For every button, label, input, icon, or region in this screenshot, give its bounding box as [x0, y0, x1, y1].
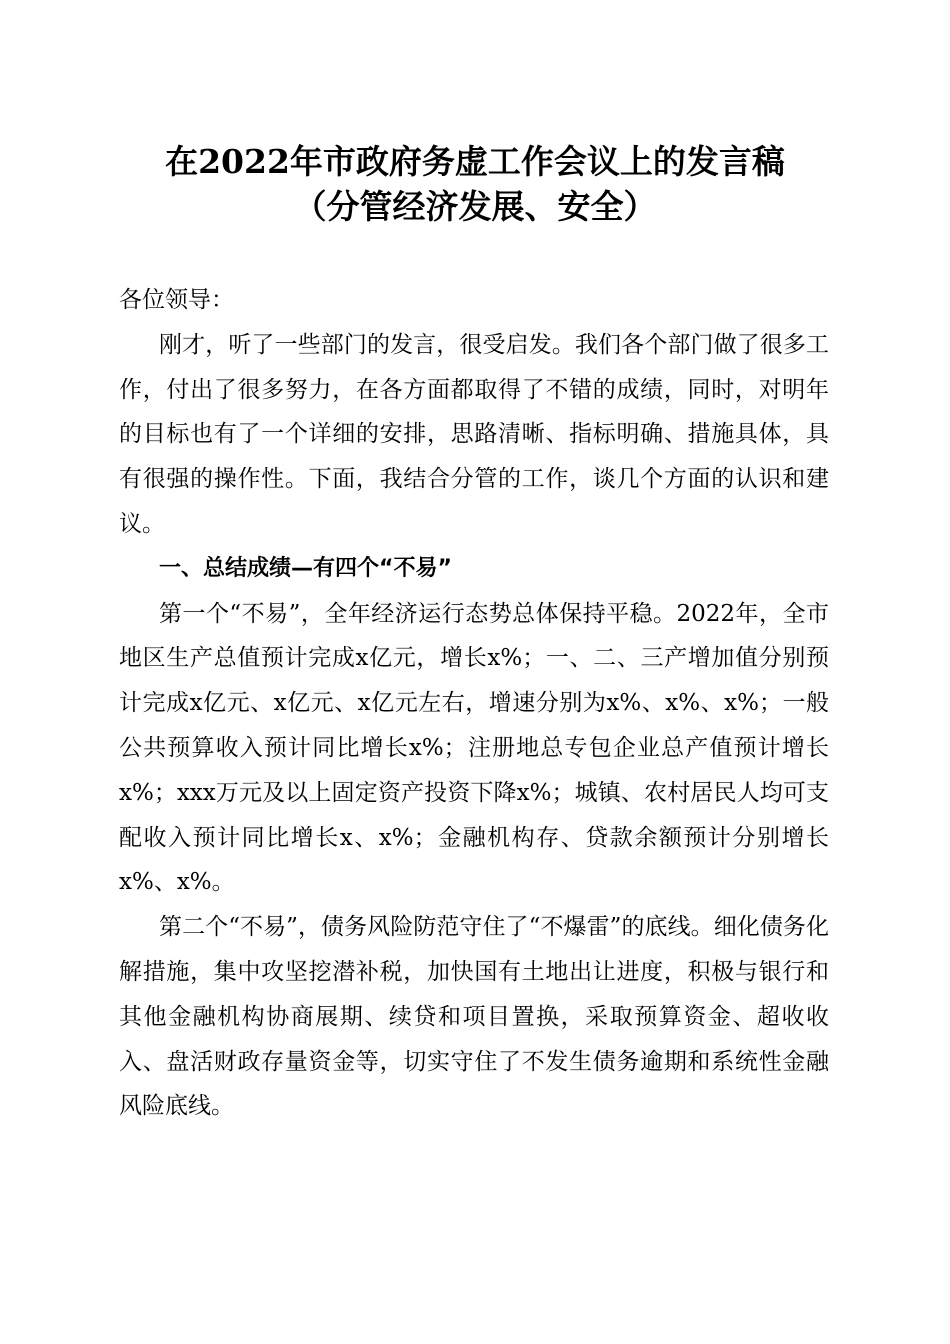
section-paragraph-1: 第一个“不易”，全年经济运行态势总体保持平稳。2022年，全市地区生产总值预计完成x亿元，增长x%；一、二、三产增加值分别预计完成x亿元、x亿元、x亿元左右，增速分别为x%、x%、x%；一般公共预算收入预计同比增长x%；注册地总专包企业总产值预计增长x%；xxx万元及以上固定资产投资下降x%；城镇、农村居民人均可支配收入预计同比增长x、x%；金融机构存、贷款余额预计分别增长x%、x%。	[119, 600, 829, 896]
section-heading: 一、总结成绩—有四个“不易”	[159, 555, 452, 581]
document-body	[119, 278, 829, 1129]
section-paragraph-2: 第二个“不易”，债务风险防范守住了“不爆雷”的底线。细化债务化解措施，集中攻坚挖潜补税，加快国有土地出让进度，积极与银行和其他金融机构协商展期、续贷和项目置换，采取预算资金、超收收入、盘活财政存量资金等，切实守住了不发生债务逾期和系统性金融风险底线。	[119, 914, 829, 1120]
intro-paragraph: 刚才，听了一些部门的发言，很受启发。我们各个部门做了很多工作，付出了很多努力，在各方面都取得了不错的成绩，同时，对明年的目标也有了一个详细的安排，思路清晰、指标明确、措施具体，具有很强的操作性。下面，我结合分管的工作，谈几个方面的认识和建议。	[119, 331, 829, 537]
salutation: 各位领导：	[119, 287, 234, 313]
document-title-line-1: 在2022年市政府务虚工作会议上的发言稿	[165, 142, 785, 181]
document-title-line-2: （分管经济发展、安全）	[293, 187, 657, 226]
